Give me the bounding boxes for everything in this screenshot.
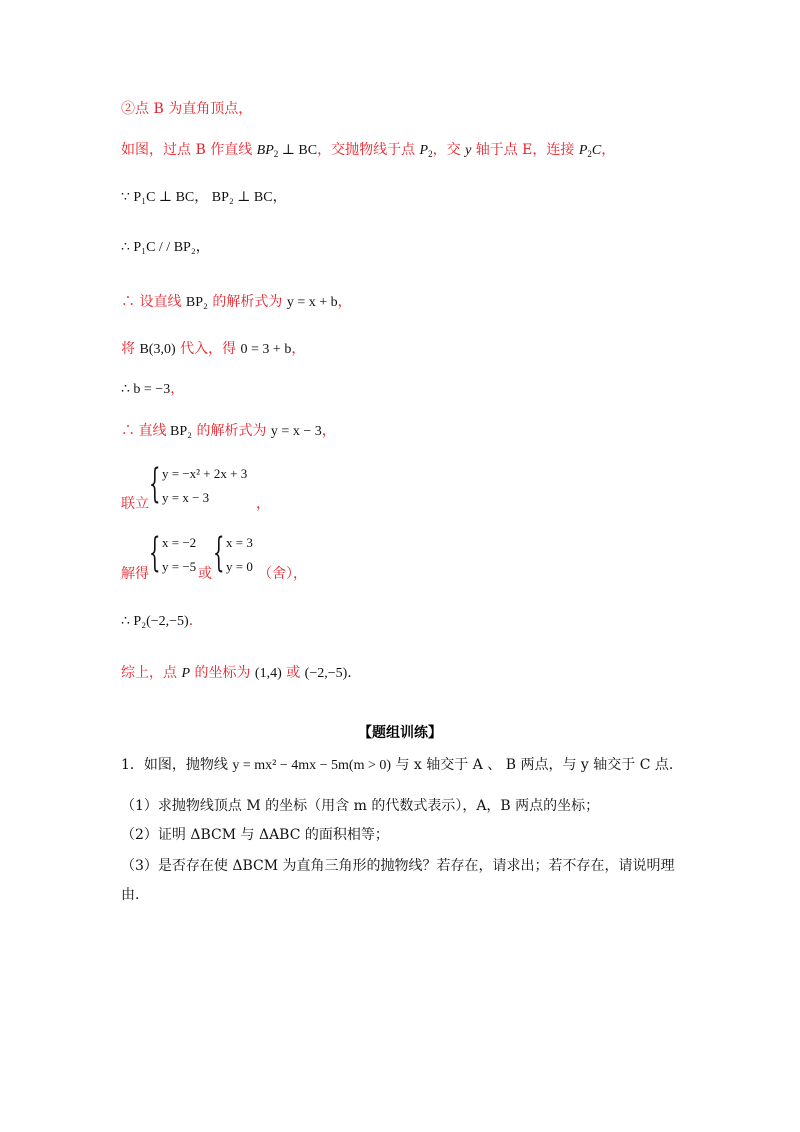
- text-segment: 综上，点: [121, 665, 182, 681]
- question-part-3-cont: [121, 886, 139, 904]
- text-segment: ，交抛物线于点: [317, 142, 420, 158]
- math-therefore-parallel: ∴ P₁C / / BP₂，: [121, 240, 210, 255]
- math-y: y: [465, 143, 472, 158]
- text-segment: ，: [256, 496, 270, 512]
- question-part-2: [121, 826, 389, 844]
- solution-rejected-note: [258, 565, 307, 583]
- solution-line-8: [121, 422, 336, 441]
- math-bp2: BP₂: [170, 424, 193, 439]
- solution-system-1: [149, 530, 197, 577]
- solution-line-4: [121, 238, 210, 257]
- part-1-text: （1）求抛物线顶点 M 的坐标（用含 m 的代数式表示），A，B 两点的坐标；: [121, 798, 600, 814]
- system-row-2: y = x − 3: [162, 490, 210, 505]
- brace-icon: {: [149, 461, 161, 507]
- math-point-2: (−2,−5): [304, 666, 348, 681]
- text-segment: ，: [337, 294, 352, 310]
- text-segment: 将: [121, 341, 140, 357]
- part-2-text: （2）证明 ΔBCM 与 ΔABC 的面积相等；: [121, 827, 389, 843]
- math-parabola-equation: y = mx² − 4mx − 5m(m > 0): [232, 758, 392, 773]
- exercise-heading: 【题组训练】: [358, 725, 442, 741]
- math-substitution: 0 = 3 + b: [240, 342, 292, 357]
- solution-line-1: [121, 100, 252, 118]
- math-bp2-perp-bc: $BP_2$ ⊥ BC: [256, 143, 318, 159]
- math-line-equation: y = x + b: [286, 295, 338, 310]
- solution-system-2: [213, 530, 253, 577]
- solution-1-y: y = −5: [162, 559, 197, 574]
- solution-label: 解得: [121, 566, 149, 582]
- right-angle-vertex-text: ②点 B 为直角顶点，: [121, 101, 253, 117]
- part-3-text: （3）是否存在使 ΔBCM 为直角三角形的抛物线？若存在，请求出；若不存在，请说明理: [121, 858, 675, 874]
- text-segment: 1．如图，抛物线: [121, 757, 233, 773]
- solution-line-2: [121, 141, 615, 163]
- text-segment: .: [347, 665, 352, 681]
- solution-line-9-end: [256, 495, 270, 513]
- solution-line-9-label: [121, 495, 149, 513]
- text-segment: ∴ 设直线: [121, 294, 186, 310]
- text-segment: .: [188, 613, 194, 629]
- math-p: P: [181, 666, 191, 681]
- text-segment: ，: [170, 381, 185, 397]
- solution-line-3: [121, 188, 287, 207]
- question-1: [121, 756, 673, 775]
- brace-icon: {: [149, 530, 161, 576]
- solution-or: [198, 565, 212, 583]
- text-segment: ，: [601, 142, 616, 158]
- math-p2c: $P_2C$: [578, 143, 602, 159]
- solution-1-x: x = −2: [162, 535, 197, 550]
- math-line-equation: y = x − 3: [270, 424, 322, 439]
- text-segment: 的解析式为: [207, 294, 287, 310]
- text-segment: ，: [321, 423, 336, 439]
- math-point-1: (1,4): [254, 666, 282, 681]
- text-segment: ，: [291, 341, 306, 357]
- part-3-text-cont: 由.: [121, 887, 140, 903]
- text-segment: 轴于点 E，连接: [471, 142, 579, 158]
- text-segment: ，交: [432, 142, 466, 158]
- rejected-text: （舍）: [258, 566, 293, 582]
- solution-line-5: [121, 293, 352, 312]
- text-segment: ∴ 直线: [121, 424, 170, 439]
- question-part-1: [121, 797, 599, 815]
- solution-line-12: [121, 664, 352, 683]
- solution-line-10-label: [121, 565, 149, 583]
- math-because-perpendicular: ∵ P₁C ⊥ BC， BP₂ ⊥ BC，: [121, 190, 287, 205]
- text-segment: 的坐标为: [190, 665, 255, 681]
- math-b-value: ∴ b = −3: [121, 382, 171, 397]
- math-p2: $P_2$: [419, 143, 433, 159]
- text-segment: 的解析式为: [192, 423, 271, 439]
- solution-line-6: [121, 340, 305, 359]
- math-bp2: BP₂: [185, 295, 208, 310]
- question-part-3: [121, 857, 675, 875]
- solution-line-11: [121, 612, 193, 631]
- or-text: 或: [198, 566, 212, 582]
- system-row-1: y = −x² + 2x + 3: [162, 466, 248, 481]
- math-p2-coordinates: ∴ P₂(−2,−5): [121, 614, 189, 629]
- simultaneous-label: 联立: [121, 496, 149, 512]
- text-segment: 或: [281, 665, 305, 681]
- text-segment: 代入，得: [175, 341, 241, 357]
- equation-system-1: [149, 461, 248, 508]
- brace-icon: {: [213, 530, 225, 576]
- text-segment: 与 x 轴交于 A 、 B 两点，与 y 轴交于 C 点.: [391, 757, 674, 773]
- text-segment: ，: [293, 566, 307, 582]
- solution-2-x: x = 3: [226, 535, 253, 550]
- solution-2-y: y = 0: [226, 559, 253, 574]
- math-point-b: B(3,0): [139, 342, 176, 357]
- solution-line-7: [121, 380, 184, 399]
- text-segment: 如图，过点 B 作直线: [121, 142, 257, 158]
